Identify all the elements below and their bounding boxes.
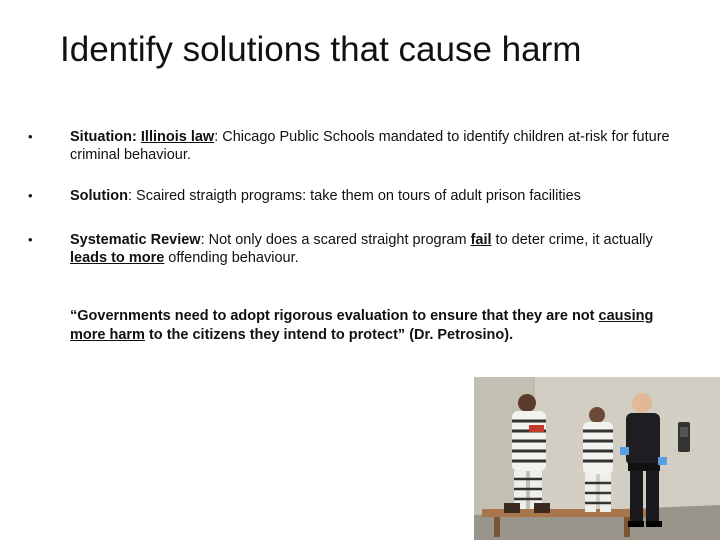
bullet-body: : Scaired straigth programs: take them on tours of adult prison facilities (128, 188, 581, 204)
bullet-dot-icon: • (28, 188, 33, 203)
bullet-dot-icon: • (28, 129, 33, 144)
bullet-label: Situation (70, 129, 133, 145)
quote-text (70, 307, 680, 345)
bullet-text (70, 187, 690, 205)
slide-title: Identify solutions that cause harm (60, 30, 582, 69)
underlined-term: Illinois law (140, 129, 215, 145)
bullet-body: offending behaviour. (164, 250, 299, 266)
bullet-label: Solution (70, 188, 128, 204)
bullet-text (70, 231, 690, 267)
bullet-dot-icon: • (28, 232, 33, 247)
quote-part: to the citizens they intend to protect” (Dr. Petrosino). (144, 327, 514, 343)
bullet-body: to deter crime, it actually (491, 232, 653, 248)
bullet-label: Systematic Review (70, 232, 201, 248)
underlined-term: leads to more (70, 250, 165, 266)
bullet-body: : Not only does a scared straight program (200, 232, 471, 248)
bullet-separator: : (132, 129, 141, 145)
underlined-term: fail (470, 232, 492, 248)
quote-part: “Governments need to adopt rigorous evaluation to ensure that they are not (70, 308, 599, 324)
prison-photo (474, 377, 720, 540)
quote-underlined: causing more harm (70, 308, 654, 343)
bullet-text (70, 128, 690, 164)
bullet-body: : Chicago Public Schools mandated to identify children at-risk for future criminal behaviour. (70, 129, 670, 163)
